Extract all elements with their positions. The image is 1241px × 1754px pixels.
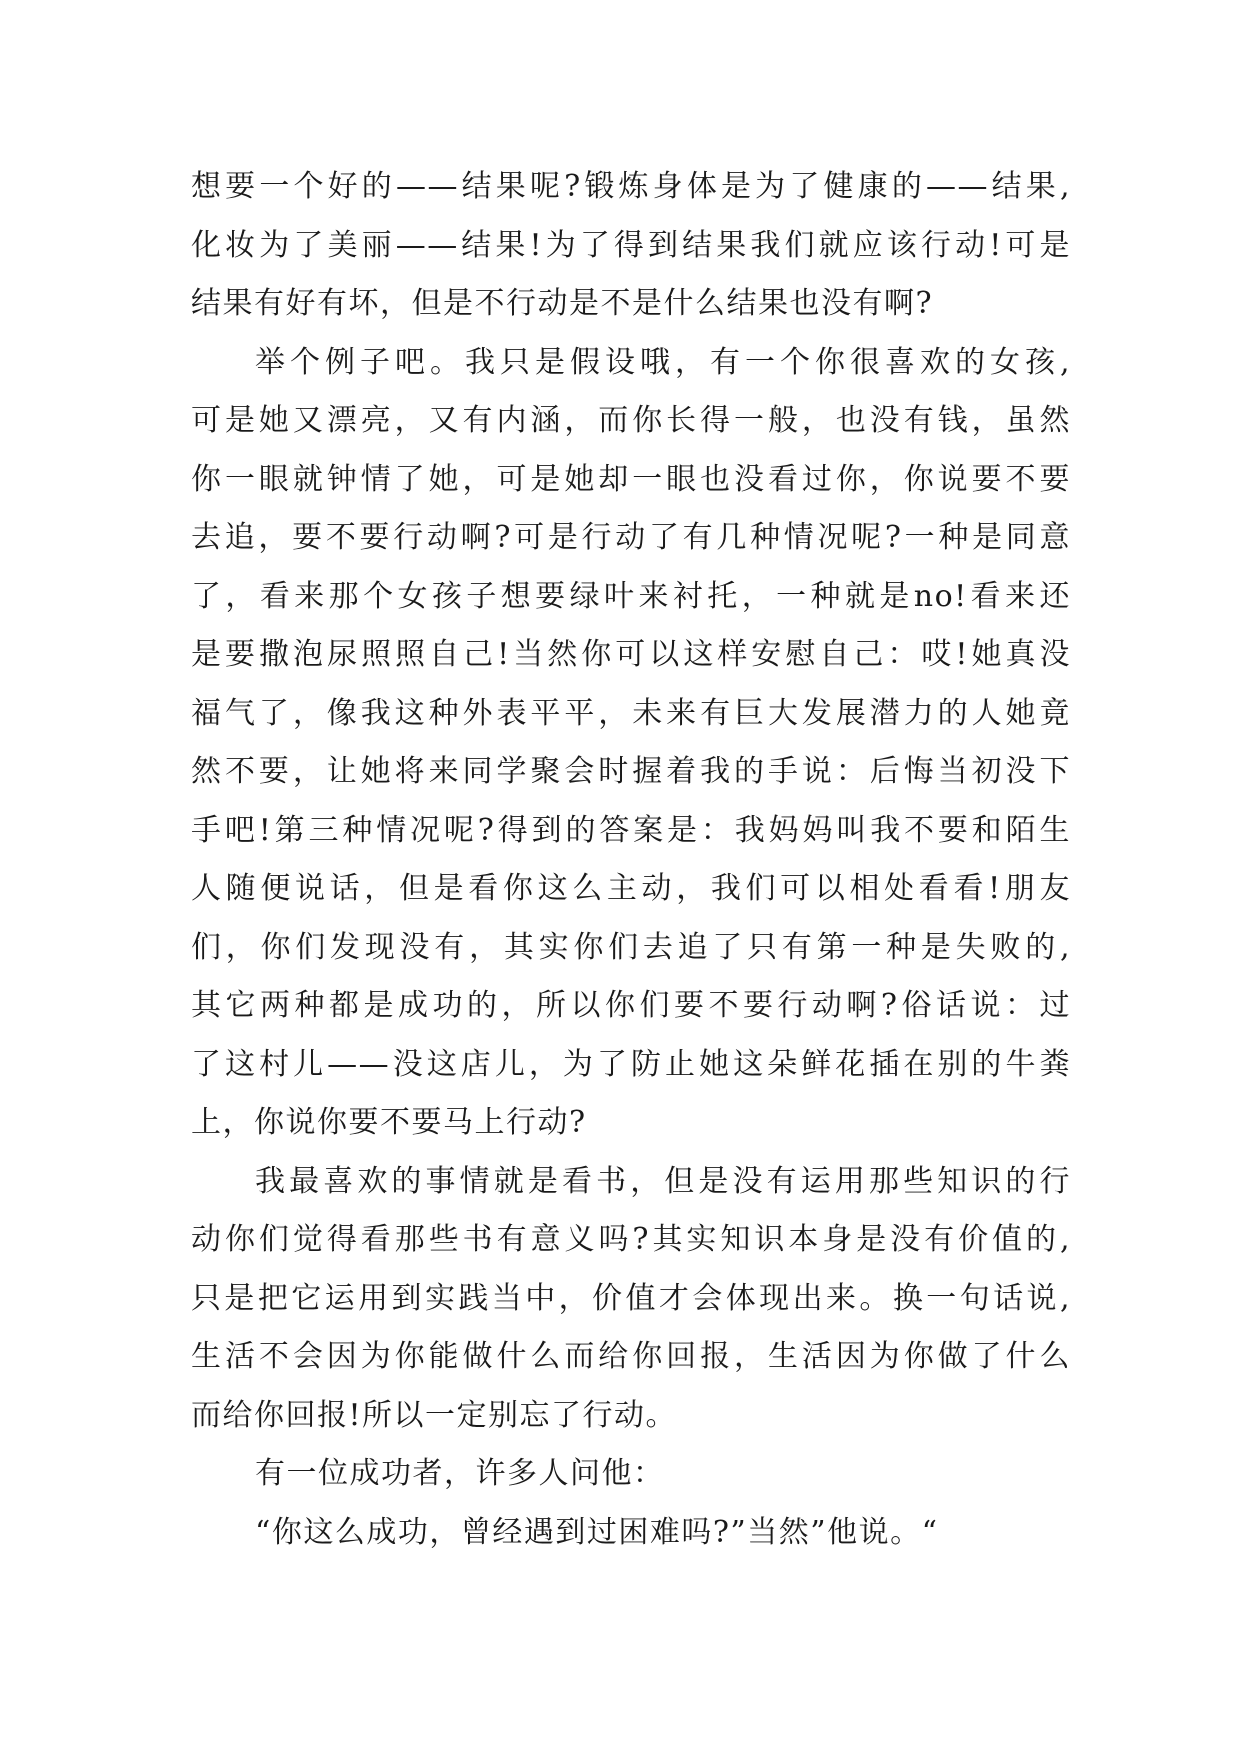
text-line: 生活不会因为你能做什么而给你回报，生活因为你做了什么 [191, 1339, 1071, 1374]
text-line: 是要撒泡尿照照自己!当然你可以这样安慰自己：哎!她真没 [191, 637, 1071, 672]
text-line: 结果有好有坏，但是不行动是不是什么结果也没有啊? [191, 286, 934, 321]
text-line: 而给你回报!所以一定别忘了行动。 [191, 1397, 678, 1433]
text-line: 可是她又漂亮，又有内涵，而你长得一般，也没有钱，虽然 [191, 403, 1071, 438]
text-line: 然不要，让她将来同学聚会时握着我的手说：后悔当初没下 [191, 754, 1071, 789]
text-line: 你一眼就钟情了她，可是她却一眼也没看过你，你说要不要 [191, 461, 1071, 497]
text-line: 福气了，像我这种外表平平，未来有巨大发展潜力的人她竟 [191, 695, 1071, 731]
text-line: 只是把它运用到实践当中，价值才会体现出来。换一句话说, [191, 1280, 1071, 1316]
text-line: 我最喜欢的事情就是看书，但是没有运用那些知识的行 [255, 1163, 1071, 1199]
text-line: 去追，要不要行动啊?可是行动了有几种情况呢?一种是同意 [191, 520, 1071, 555]
text-line: 想要一个好的——结果呢?锻炼身体是为了健康的——结果, [191, 169, 1071, 204]
text-line: 化妆为了美丽——结果!为了得到结果我们就应该行动!可是 [191, 227, 1071, 263]
document-body [191, 158, 1071, 1562]
text-line: 举个例子吧。我只是假设哦，有一个你很喜欢的女孩, [255, 344, 1071, 380]
text-line: 们，你们发现没有，其实你们去追了只有第一种是失败的, [191, 929, 1071, 965]
text-line: 手吧!第三种情况呢?得到的答案是：我妈妈叫我不要和陌生 [191, 812, 1071, 848]
text-line: 了这村儿——没这店儿，为了防止她这朵鲜花插在别的牛粪 [191, 1046, 1071, 1082]
text-line: 人随便说话，但是看你这么主动，我们可以相处看看!朋友 [191, 871, 1071, 906]
text-line: 了，看来那个女孩子想要绿叶来衬托，一种就是no!看来还 [191, 578, 1071, 614]
text-line: “你这么成功，曾经遇到过困难吗?”当然”他说。“ [255, 1514, 939, 1550]
text-line: 上，你说你要不要马上行动? [191, 1105, 587, 1140]
text-line: 其它两种都是成功的，所以你们要不要行动啊?俗话说：过 [191, 988, 1071, 1023]
text-line: 动你们觉得看那些书有意义吗?其实知识本身是没有价值的, [191, 1222, 1071, 1257]
text-line: 有一位成功者，许多人问他： [255, 1456, 665, 1491]
